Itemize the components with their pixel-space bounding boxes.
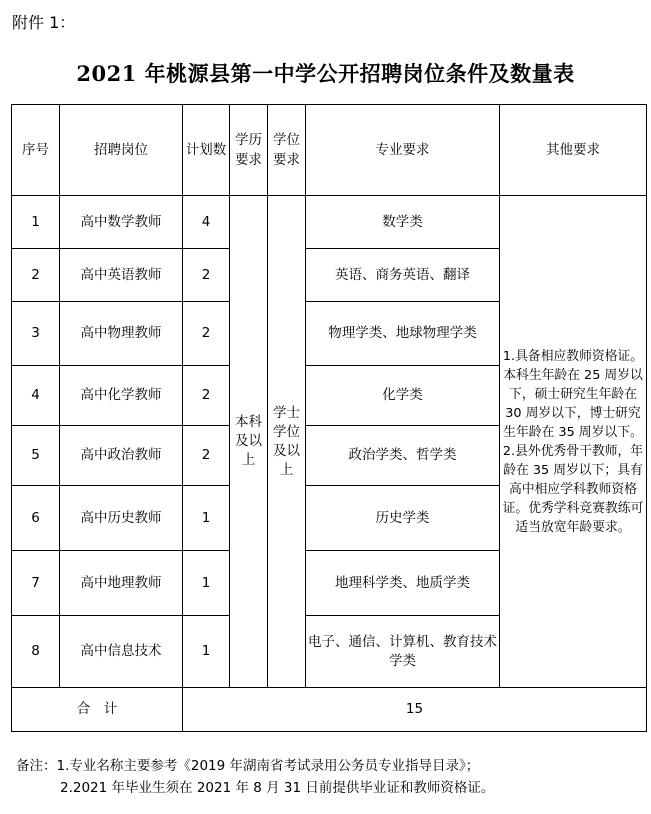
total-row	[12, 688, 647, 732]
table-row	[12, 196, 647, 249]
row-plan: 1	[183, 486, 230, 551]
header-plan: 计划数	[183, 105, 230, 196]
row-major: 政治学类、哲学类	[306, 426, 500, 486]
total-label: 合 计	[12, 688, 183, 732]
row-position: 高中物理教师	[60, 302, 183, 366]
row-seq: 2	[12, 249, 60, 302]
notes	[16, 755, 494, 799]
header-major: 专业要求	[306, 105, 500, 196]
row-seq: 8	[12, 616, 60, 688]
row-seq: 5	[12, 426, 60, 486]
attachment-label: 附件 1：	[12, 13, 76, 32]
row-major: 地理科学类、地质学类	[306, 551, 500, 616]
row-major: 英语、商务英语、翻译	[306, 249, 500, 302]
row-major: 物理学类、地球物理学类	[306, 302, 500, 366]
header-degree: 学位要求	[268, 105, 306, 196]
recruitment-table	[11, 104, 647, 732]
table-header-row	[12, 105, 647, 196]
note-line-2: 2.2021 年毕业生须在 2021 年 8 月 31 日前提供毕业证和教师资格证。	[60, 780, 495, 796]
row-plan: 1	[183, 551, 230, 616]
degree-requirement: 学士学位及以上	[268, 196, 306, 688]
row-position: 高中政治教师	[60, 426, 183, 486]
row-plan: 2	[183, 426, 230, 486]
row-seq: 1	[12, 196, 60, 249]
row-major: 历史学类	[306, 486, 500, 551]
row-seq: 4	[12, 366, 60, 426]
row-plan: 2	[183, 249, 230, 302]
row-major: 电子、通信、计算机、教育技术学类	[306, 616, 500, 688]
row-plan: 2	[183, 302, 230, 366]
row-position: 高中历史教师	[60, 486, 183, 551]
row-major: 化学类	[306, 366, 500, 426]
row-position: 高中英语教师	[60, 249, 183, 302]
row-plan: 1	[183, 616, 230, 688]
note-line-1: 备注：1.专业名称主要参考《2019 年湖南省考试录用公务员专业指导目录》；	[16, 758, 480, 774]
row-seq: 3	[12, 302, 60, 366]
header-education: 学历要求	[230, 105, 268, 196]
total-value: 15	[183, 688, 647, 732]
row-major: 数学类	[306, 196, 500, 249]
row-plan: 2	[183, 366, 230, 426]
row-position: 高中信息技术	[60, 616, 183, 688]
header-seq: 序号	[12, 105, 60, 196]
row-plan: 4	[183, 196, 230, 249]
row-position: 高中化学教师	[60, 366, 183, 426]
row-position: 高中地理教师	[60, 551, 183, 616]
row-seq: 7	[12, 551, 60, 616]
header-other: 其他要求	[500, 105, 647, 196]
header-position: 招聘岗位	[60, 105, 183, 196]
row-seq: 6	[12, 486, 60, 551]
page-title: 2021 年桃源县第一中学公开招聘岗位条件及数量表	[76, 61, 575, 86]
other-requirements: 1.具备相应教师资格证。本科生年龄在 25 周岁以下，硕士研究生年龄在 30 周岁以下，博士研究生年龄在 35 周岁以下。2.县外优秀骨干教师，年龄在 35 周岁以下；具有高中相应学科教师资格证。优秀学科竞赛教练可适当放宽年龄要求。	[500, 196, 647, 688]
education-requirement: 本科及以上	[230, 196, 268, 688]
row-position: 高中数学教师	[60, 196, 183, 249]
